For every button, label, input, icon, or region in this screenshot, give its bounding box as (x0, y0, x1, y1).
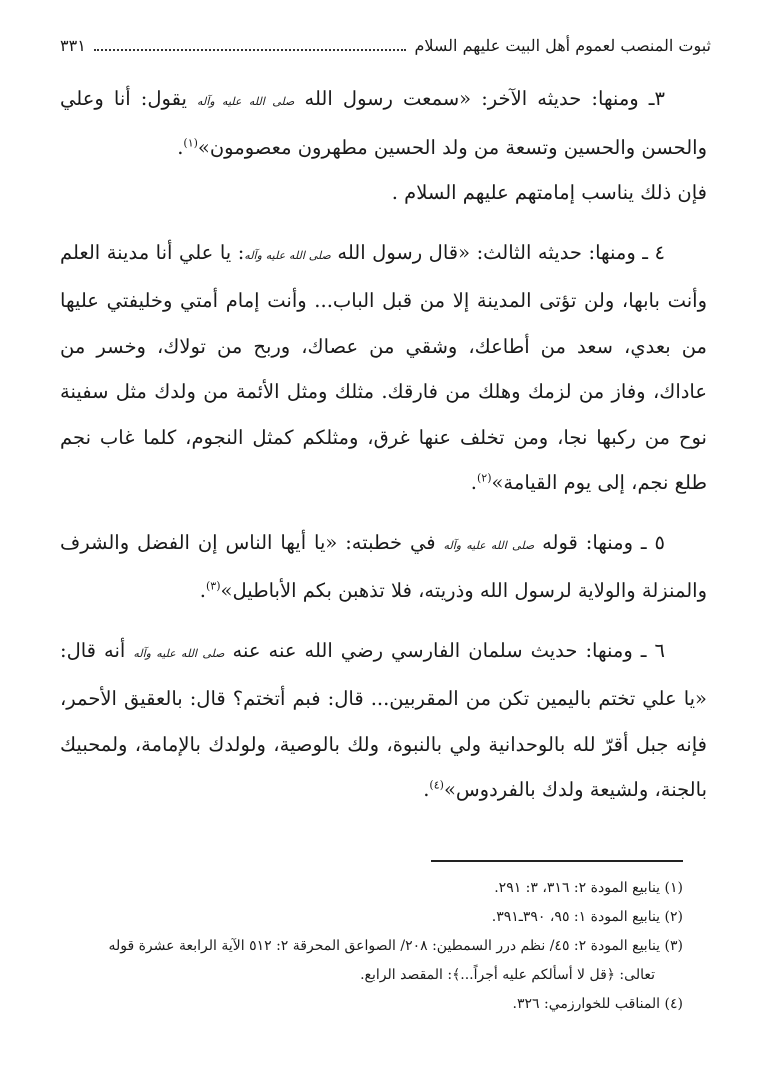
honorific-salawat: صلى الله عليه وآله (244, 248, 331, 262)
paragraph-6 (60, 628, 707, 813)
paragraph-6-text: أنه قال: «يا علي تختم باليمين تكن من المقربين... قال: فبم أتختم؟ قال: بالعقيق الأحمر، فإنه جبل أقرّ لله بالوحدانية ولي بالنبوة، ولك بالوصية، ولولدك بالإمامة، ولمحبيك بالجنة، ولشيعة ولدك بالفردوس» (60, 638, 707, 801)
paragraph-4 (60, 230, 707, 506)
footnote-4: (٤) المناقب للخوارزمي: ٣٢٦. (512, 996, 683, 1012)
paragraph-4-lead: ٤ ـ ومنها: حديثه الثالث: «قال رسول الله (337, 240, 665, 264)
paragraph-3-tail: . (177, 135, 184, 159)
page-number: ٣٣١ (60, 35, 86, 55)
honorific-salawat: صلى الله عليه وآله (133, 646, 225, 660)
footnote-1: (١) ينابيع المودة ٢: ٣١٦، ٣: ٢٩١. (494, 880, 683, 896)
honorific-salawat: صلى الله عليه وآله (197, 95, 295, 108)
footnote-ref-4[interactable]: (٤) (429, 778, 444, 792)
paragraph-3-conclusion: فإن ذلك يناسب إمامتهم عليهم السلام . (391, 181, 707, 204)
paragraph-3 (60, 76, 707, 216)
paragraph-6-lead: ٦ ـ ومنها: حديث سلمان الفارسي رضي الله عنه عنه (232, 638, 665, 662)
paragraph-5-lead: ٥ ـ ومنها: قوله (542, 530, 665, 554)
paragraph-5-tail: . (199, 579, 206, 602)
paragraph-4-tail: . (470, 471, 477, 494)
footnote-ref-2[interactable]: (٢) (476, 471, 492, 485)
paragraph-4-text: : يا علي أنا مدينة العلم وأنت بابها، ولن تؤتى المدينة إلا من قبل الباب... وأنت إمام أمتي وخليفتي عليها من بعدي، سعد من أطاعك، وشقي من عصاك، وربح من تولاك، وخسر من عاداك، وفاز من لزمك وهلك من فارقك. مثلك ومثل الأئمة من ولدك مثل سفينة نوح من ركبها نجا، ومن تخلف عنها غرق، ومثلكم كمثل النجوم، كلما غاب نجم طلع نجم، إلى يوم القيامة» (60, 240, 707, 494)
paragraph-5 (60, 520, 707, 614)
header-title: ثبوت المنصب لعموم أهل البيت عليهم السلام (414, 35, 711, 55)
footnote-3: (٣) ينابيع المودة ٢: ٤٥/ نظم درر السمطين: ٢٠٨/ الصواعق المحرقة ٢: ٥١٢ الآية الرابعة عشرة قوله (108, 938, 683, 954)
header-dot-leader (94, 39, 407, 51)
footnote-separator (431, 860, 683, 862)
paragraph-3-lead: ٣ـ ومنها: حديثه الآخر: «سمعت رسول الله (304, 87, 665, 110)
main-text (60, 76, 707, 827)
footnote-ref-1[interactable]: (١) (183, 136, 198, 149)
honorific-salawat: صلى الله عليه وآله (443, 538, 535, 552)
footnote-2: (٢) ينابيع المودة ١: ٩٥، ٣٩٠ـ٣٩١. (491, 909, 683, 925)
paragraph-6-tail: . (423, 778, 430, 801)
footnote-3-continuation: تعالى: ﴿قل لا أسألكم عليه أجراً...﴾: المقصد الرابع. (360, 967, 655, 983)
paragraph-3-text: يقول: أنا وعلي والحسن والحسين وتسعة من ولد الحسين مطهرون معصومون» (60, 87, 707, 159)
footnotes (60, 874, 683, 1019)
paragraph-5-text: في خطبته: «يا أيها الناس إن الفضل والشرف والمنزلة والولاية لرسول الله وذريته، فلا تذهبن بكم الأباطيل» (60, 530, 707, 602)
running-header (60, 30, 711, 60)
footnote-ref-3[interactable]: (٣) (206, 579, 221, 593)
